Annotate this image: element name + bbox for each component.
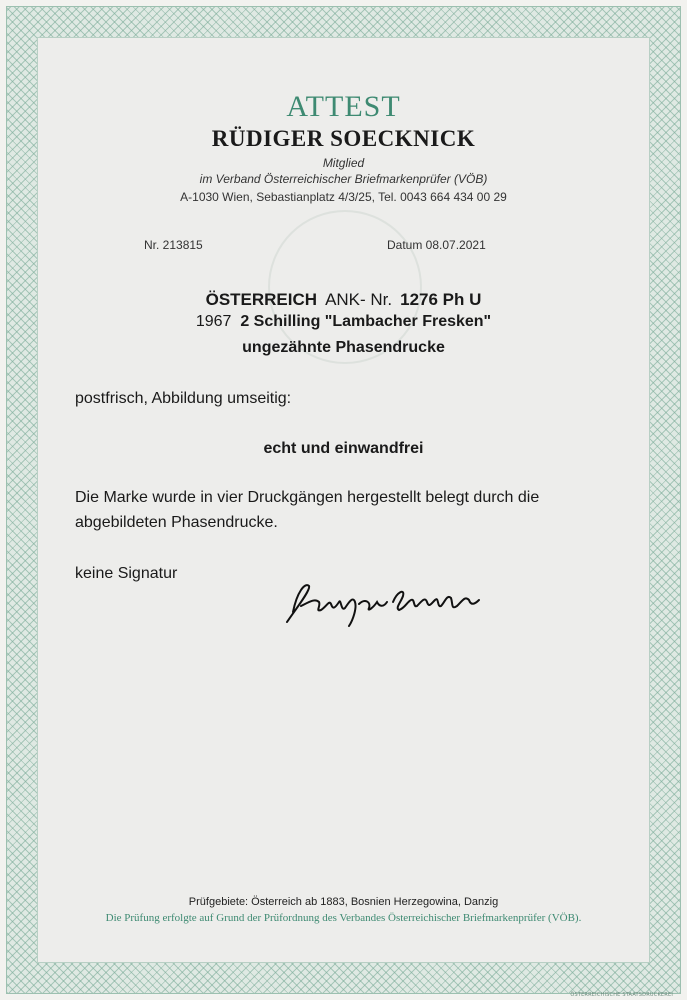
note-line-1: Die Marke wurde in vier Druckgängen hergestellt belegt durch die	[75, 489, 540, 506]
handwritten-signature	[275, 572, 495, 632]
stamp-description: 2 Schilling "Lambacher Fresken"	[240, 313, 492, 330]
stamp-variant: ungezähnte Phasendrucke	[242, 339, 445, 356]
address-line: A-1030 Wien, Sebastianplatz 4/3/25, Tel. 0043 664 434 00 29	[180, 190, 507, 204]
examination-rules: Die Prüfung erfolgte auf Grund der Prüfordnung des Verbandes Österreichischer Briefmarkenprüfer (VÖB).	[105, 912, 582, 924]
certificate-title: ATTEST	[286, 90, 401, 123]
stamp-year: 1967	[195, 313, 232, 330]
certificate-date: Datum 08.07.2021	[387, 238, 486, 252]
ank-label: ANK- Nr.	[325, 290, 393, 309]
ank-number: 1276 Ph U	[400, 290, 482, 309]
stamp-description-line	[0, 313, 687, 331]
stamp-country: ÖSTERREICH	[205, 290, 318, 309]
examiner-name: RÜDIGER SOECKNICK	[211, 126, 476, 151]
association-line: im Verband Österreichischer Briefmarkenprüfer (VÖB)	[199, 172, 488, 186]
member-label: Mitglied	[322, 156, 365, 170]
verdict-text: echt und einwandfrei	[263, 440, 424, 457]
signatur-text: keine Signatur	[75, 565, 178, 582]
note-line-2: abgebildeten Phasendrucke.	[75, 514, 278, 531]
stamp-catalog-line	[0, 290, 687, 310]
certificate-number: Nr. 213815	[144, 238, 203, 252]
examination-areas: Prüfgebiete: Österreich ab 1883, Bosnien Herzegowina, Danzig	[188, 896, 499, 908]
printer-imprint: ÖSTERREICHISCHE STAATSDRUCKEREI	[570, 992, 673, 998]
condition-text: postfrisch, Abbildung umseitig:	[75, 390, 292, 407]
